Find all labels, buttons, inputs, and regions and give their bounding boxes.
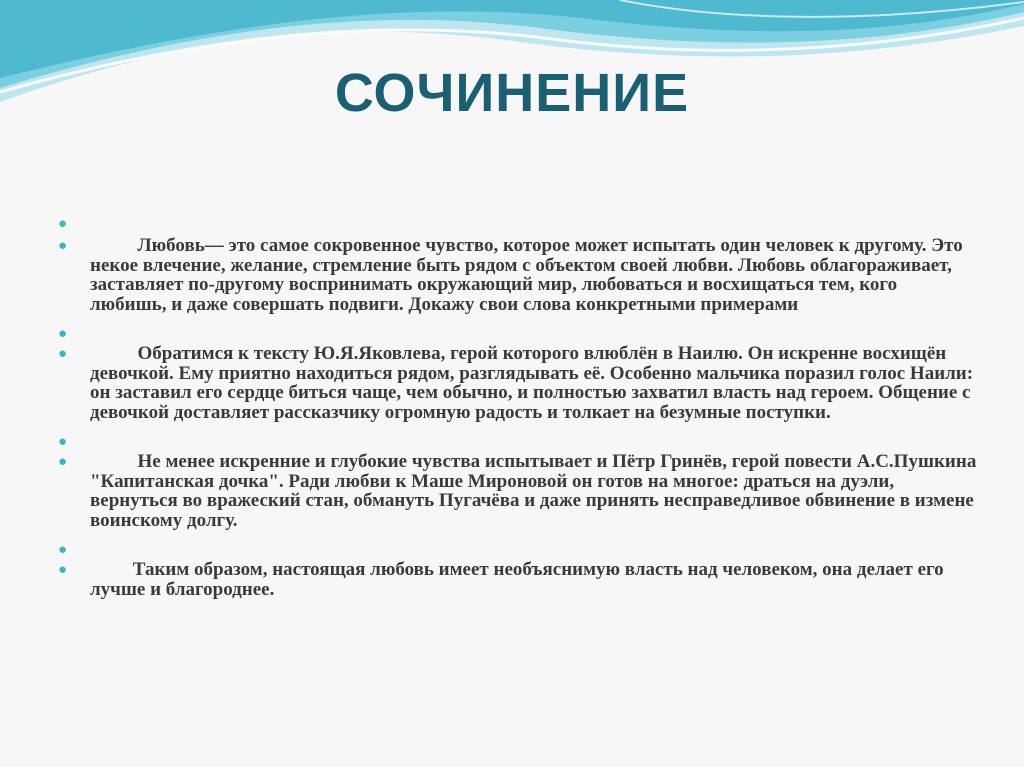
slide-content bbox=[58, 212, 978, 599]
bullet-dot-icon: ● bbox=[58, 346, 68, 362]
paragraph-text: Не менее искренние и глубокие чувства испытывает и Пётр Гринёв, герой повести А.С.Пушкина "Капитанская дочка". Ради любви к Маше Мироновой он готов на многое: драться на дуэли, вернуться во вражеский стан, обмануть Пугачёва и даже принять несправедливое обвинение в измене воинскому долгу. bbox=[90, 451, 977, 531]
paragraph-bullet bbox=[58, 452, 978, 530]
empty-bullet bbox=[58, 430, 978, 452]
bullet-dot-icon: ● bbox=[58, 562, 68, 578]
paragraph-text: Любовь— это самое сокровенное чувство, которое может испытать один человек к другому. Это некое влечение, желание, стремление быть рядом с объектом своей любви. Любовь облагораживает, заставляет по-другому воспринимать окружающий мир, любоваться и восхищаться тем, кого любишь, и даже совершать подвиги. Докажу свои слова конкретными примерами bbox=[90, 235, 963, 315]
bullet-dot-icon: ● bbox=[58, 454, 68, 470]
empty-bullet bbox=[58, 538, 978, 560]
empty-bullet bbox=[58, 212, 978, 234]
bullet-dot-icon: ● bbox=[58, 238, 68, 254]
bullet-dot-icon: ● bbox=[58, 434, 68, 450]
bullet-dot-icon: ● bbox=[58, 542, 68, 558]
bullet-dot-icon: ● bbox=[58, 326, 68, 342]
slide-title: СОЧИНЕНИЕ bbox=[334, 63, 690, 123]
paragraph-bullet bbox=[58, 236, 978, 314]
paragraph-text: Таким образом, настоящая любовь имеет необъяснимую власть над человеком, она делает его лучше и благороднее. bbox=[90, 559, 944, 600]
bullet-dot-icon: ● bbox=[58, 216, 68, 232]
empty-bullet bbox=[58, 322, 978, 344]
paragraph-bullet bbox=[58, 344, 978, 422]
paragraph-text: Обратимся к тексту Ю.Я.Яковлева, герой которого влюблён в Наилю. Он искренне восхищён девочкой. Ему приятно находиться рядом, разглядывать её. Особенно мальчика поразил голос Наили: он заставил его сердце биться чаще, чем обычно, и полностью захватил власть над героем. Общение с девочкой доставляет рассказчику огромную радость и толкает на безумные поступки. bbox=[90, 343, 974, 423]
paragraph-bullet bbox=[58, 560, 978, 599]
